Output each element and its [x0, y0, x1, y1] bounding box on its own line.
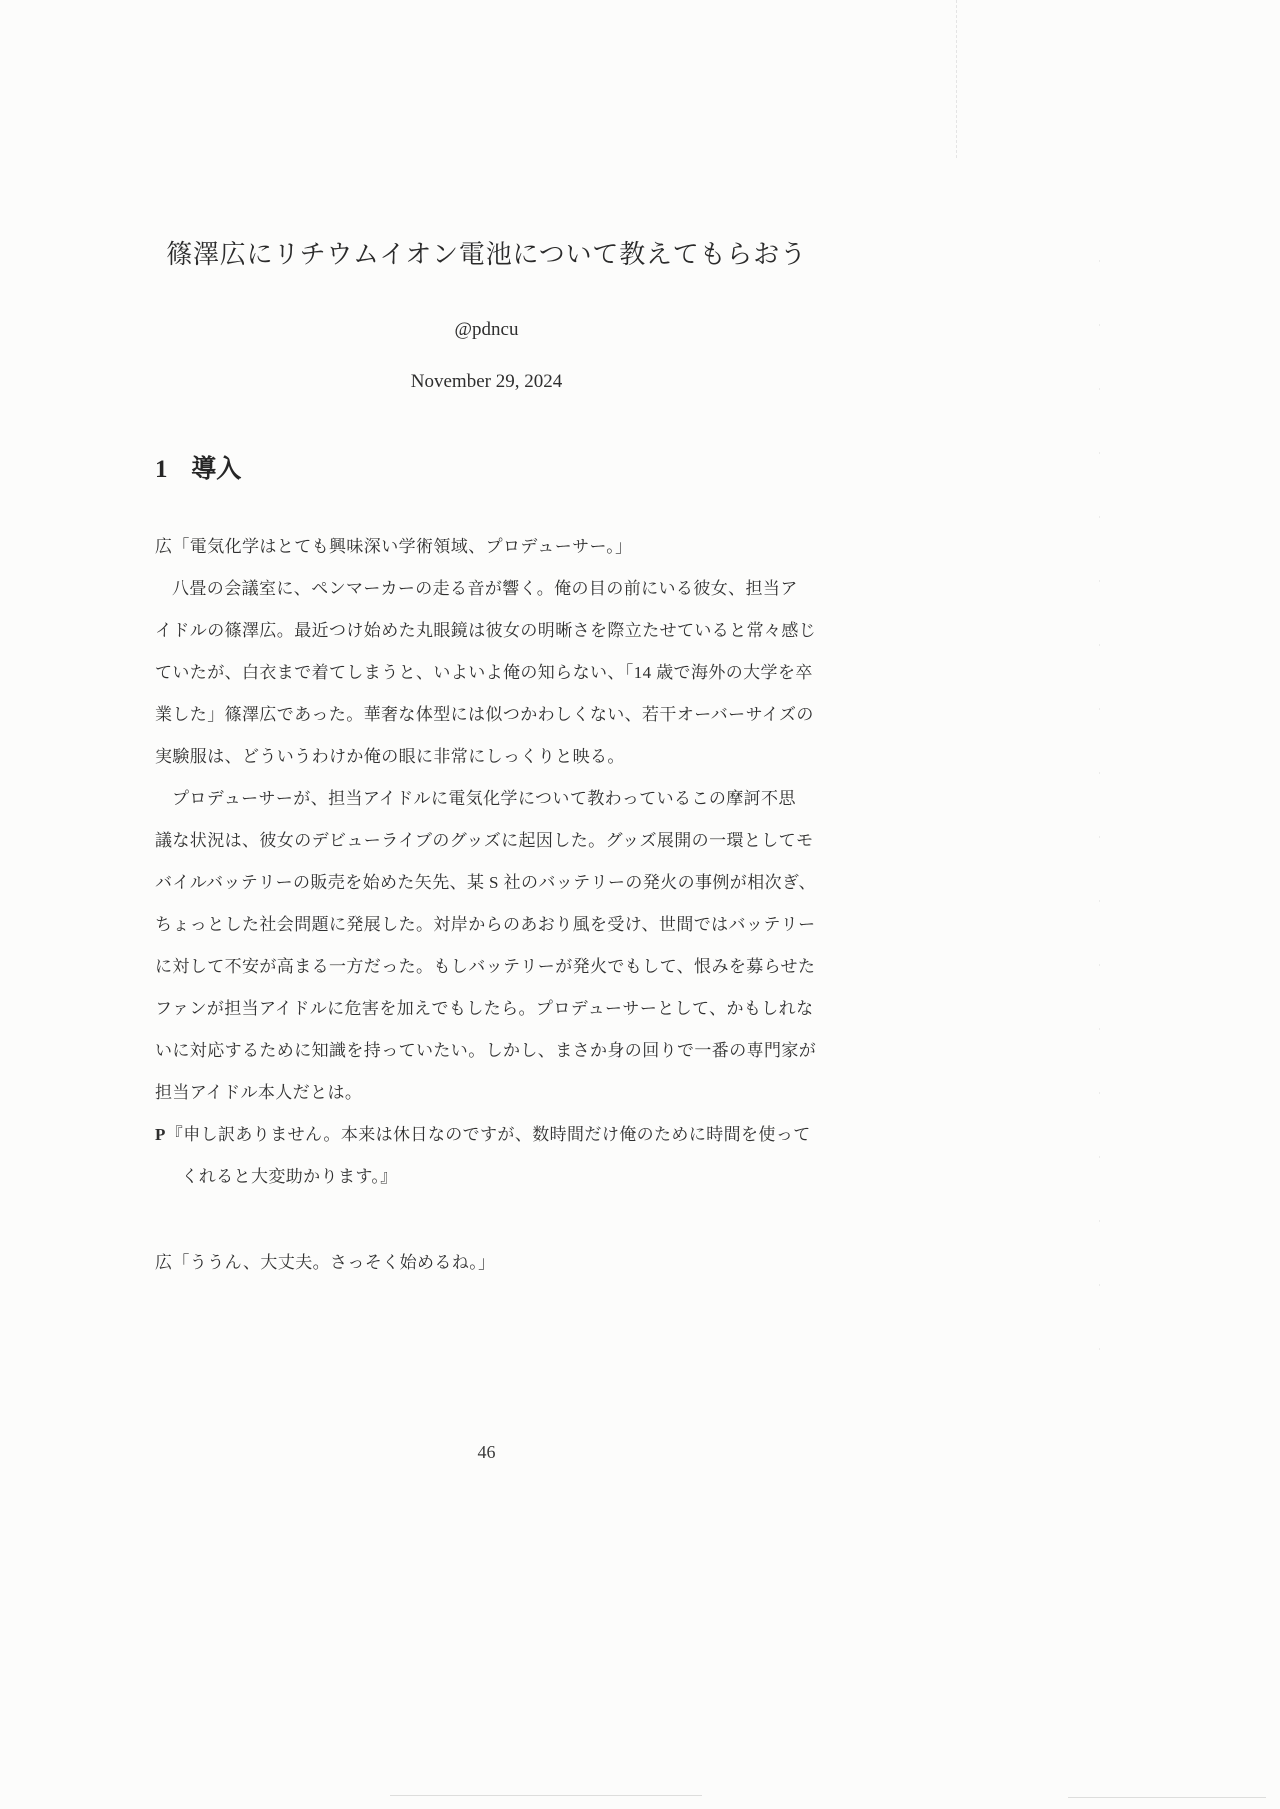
- text-line: P『申し訳ありません。本来は休日なのですが、数時間だけ俺のために時間を使って: [155, 1125, 811, 1144]
- scan-artifact-bottom-right: [1068, 1797, 1266, 1798]
- text-line: 担当アイドル本人だとは。: [155, 1083, 363, 1102]
- document-date: November 29, 2024: [410, 371, 563, 392]
- text-line: 実験服は、どういうわけか俺の眼に非常にしっくりと映る。: [155, 747, 625, 766]
- document-title: 篠澤広にリチウムイオン電池について教えてもらおう: [166, 240, 807, 269]
- text-line: バイルバッテリーの販売を始めた矢先、某 S 社のバッテリーの発火の事例が相次ぎ、: [155, 873, 817, 892]
- text-line: 業した」篠澤広であった。華奢な体型には似つかわしくない、若干オーバーサイズの: [155, 705, 814, 724]
- scan-artifact-vertical-top-right: [956, 0, 957, 158]
- section-number: 1: [155, 456, 168, 483]
- text-line: いに対応するために知識を持っていたい。しかし、まさか身の回りで一番の専門家が: [155, 1041, 817, 1060]
- text-line: 広「電気化学はとても興味深い学術領域、プロデューサー。」: [155, 537, 633, 556]
- text-line: プロデューサーが、担当アイドルに電気化学について教わっているこの摩訶不思: [172, 789, 796, 808]
- section-heading: [155, 452, 818, 487]
- scan-artifact-vertical-right: [1099, 260, 1100, 1360]
- body-text: [155, 526, 818, 1284]
- text-line: ちょっとした社会問題に発展した。対岸からのあおり風を受け、世間ではバッテリー: [155, 915, 816, 934]
- text-line: ていたが、白衣まで着てしまうと、いよいよ俺の知らない、「14 歳で海外の大学を卒: [155, 663, 813, 682]
- paragraph-narration-2: [155, 778, 818, 1114]
- text-line: 広「ううん、大丈夫。さっそく始めるね。」: [155, 1253, 496, 1272]
- paragraph-narration-1: [155, 568, 818, 778]
- page-number: 46: [477, 1442, 496, 1462]
- text-line: 議な状況は、彼女のデビューライブのグッズに起因した。グッズ展開の一環としてモ: [155, 831, 814, 850]
- section-title: 導入: [191, 455, 242, 483]
- text-line: 八畳の会議室に、ペンマーカーの走る音が響く。俺の目の前にいる彼女、担当ア: [172, 579, 798, 598]
- speaker-label-p: P: [155, 1125, 166, 1144]
- scan-artifact-bottom-left: [390, 1795, 702, 1796]
- paragraph-dialogue-hiro-2: [155, 1242, 818, 1284]
- paragraph-dialogue-producer: [155, 1114, 818, 1198]
- paragraph-dialogue-hiro-1: [155, 526, 818, 568]
- text-line: ファンが担当アイドルに危害を加えでもしたら。プロデューサーとして、かもしれな: [155, 999, 814, 1018]
- text-line: くれると大変助かります。』: [181, 1167, 398, 1186]
- text-line: イドルの篠澤広。最近つけ始めた丸眼鏡は彼女の明晰さを際立たせていると常々感じ: [155, 621, 817, 640]
- document-author: @pdncu: [454, 319, 519, 340]
- text-line: に対して不安が高まる一方だった。もしバッテリーが発火でもして、恨みを募らせた: [155, 957, 816, 976]
- document-content: [155, 0, 818, 1284]
